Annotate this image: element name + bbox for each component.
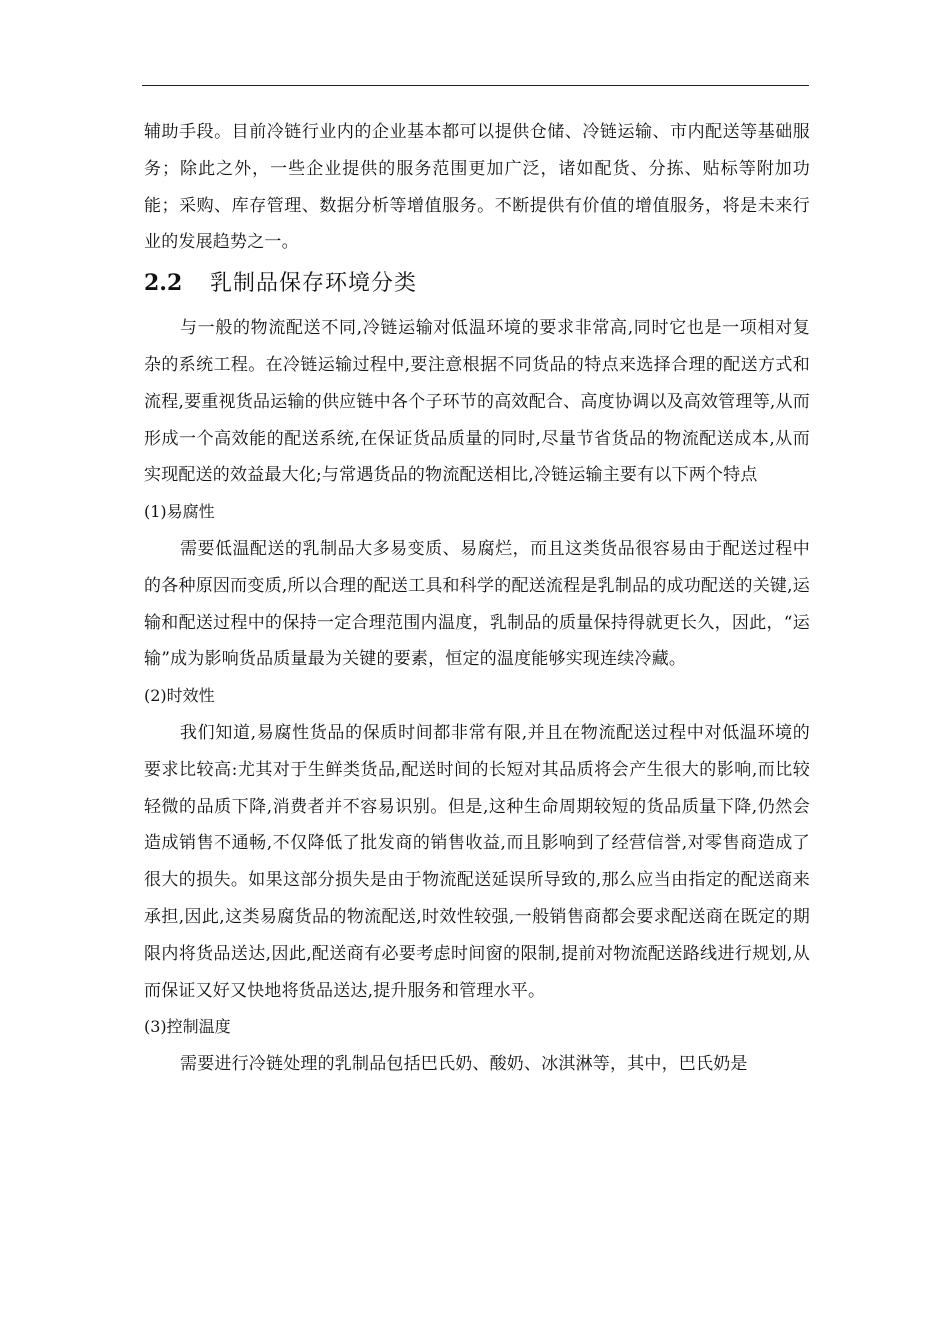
header-rule — [142, 85, 809, 86]
document-body — [144, 114, 810, 1083]
item-paragraph-temperature-control: 需要进行冷链处理的乳制品包括巴氏奶、酸奶、冰淇淋等，其中，巴氏奶是 — [180, 1054, 748, 1075]
item-paragraph-perishability: 需要低温配送的乳制品大多易变质、易腐烂，而且这类货品很容易由于配送过程中的各种原因而变质,所以合理的配送工具和科学的配送流程是乳制品的成功配送的关键,运输和配送过程中的保持一定合理范围内温度，乳制品的质量保持得就更长久，因此，“运输”成为影响货品质量最为关键的要素，恒定的温度能够实现连续冷藏。 — [144, 538, 810, 670]
section-title: 乳制品保存环境分类 — [210, 271, 418, 297]
item-paragraph-timeliness: 我们知道,易腐性货品的保质时间都非常有限,并且在物流配送过程中对低温环境的要求比较高:尤其对于生鲜类货品,配送时间的长短对其品质将会产生很大的影响,而比较轻微的品质下降,消费者并不容易识别。但是,这种生命周期较短的货品质量下降,仍然会造成销售不通畅,不仅降低了批发商的销售收益,而且影响到了经营信誉,对零售商造成了很大的损失。如果这部分损失是由于物流配送延误所导致的,那么应当由指定的配送商来承担,因此,这类易腐货品的物流配送,时效性较强,一般销售商都会要求配送商在既定的期限内将货品送达,因此,配送商有必要考虑时间窗的限制,提前对物流配送路线进行规划,从而保证又好又快地将货品送达,提升服务和管理水平。 — [144, 722, 810, 1001]
item-label-perishability: (1)易腐性 — [144, 502, 215, 522]
section-paragraph: 与一般的物流配送不同,冷链运输对低温环境的要求非常高,同时它也是一项相对复杂的系统工程。在冷链运输过程中,要注意根据不同货品的特点来选择合理的配送方式和流程,要重视货品运输的供应链中各个子环节的高效配合、高度协调以及高效管理等,从而形成一个高效能的配送系统,在保证货品质量的同时,尽量节省货品的物流配送成本,从而实现配送的效益最大化;与常遇货品的物流配送相比,冷链运输主要有以下两个特点 — [144, 318, 810, 486]
section-number: 2.2 — [144, 270, 183, 297]
intro-paragraph: 辅助手段。目前冷链行业内的企业基本都可以提供仓储、冷链运输、市内配送等基础服务；除此之外，一些企业提供的服务范围更加广泛，诸如配货、分拣、贴标等附加功能；采购、库存管理、数据分析等增值服务。不断提供有价值的增值服务，将是未来行业的发展趋势之一。 — [144, 122, 810, 253]
item-label-timeliness: (2)时效性 — [144, 686, 215, 706]
item-label-temperature-control: (3)控制温度 — [144, 1017, 231, 1037]
section-heading — [144, 261, 810, 306]
